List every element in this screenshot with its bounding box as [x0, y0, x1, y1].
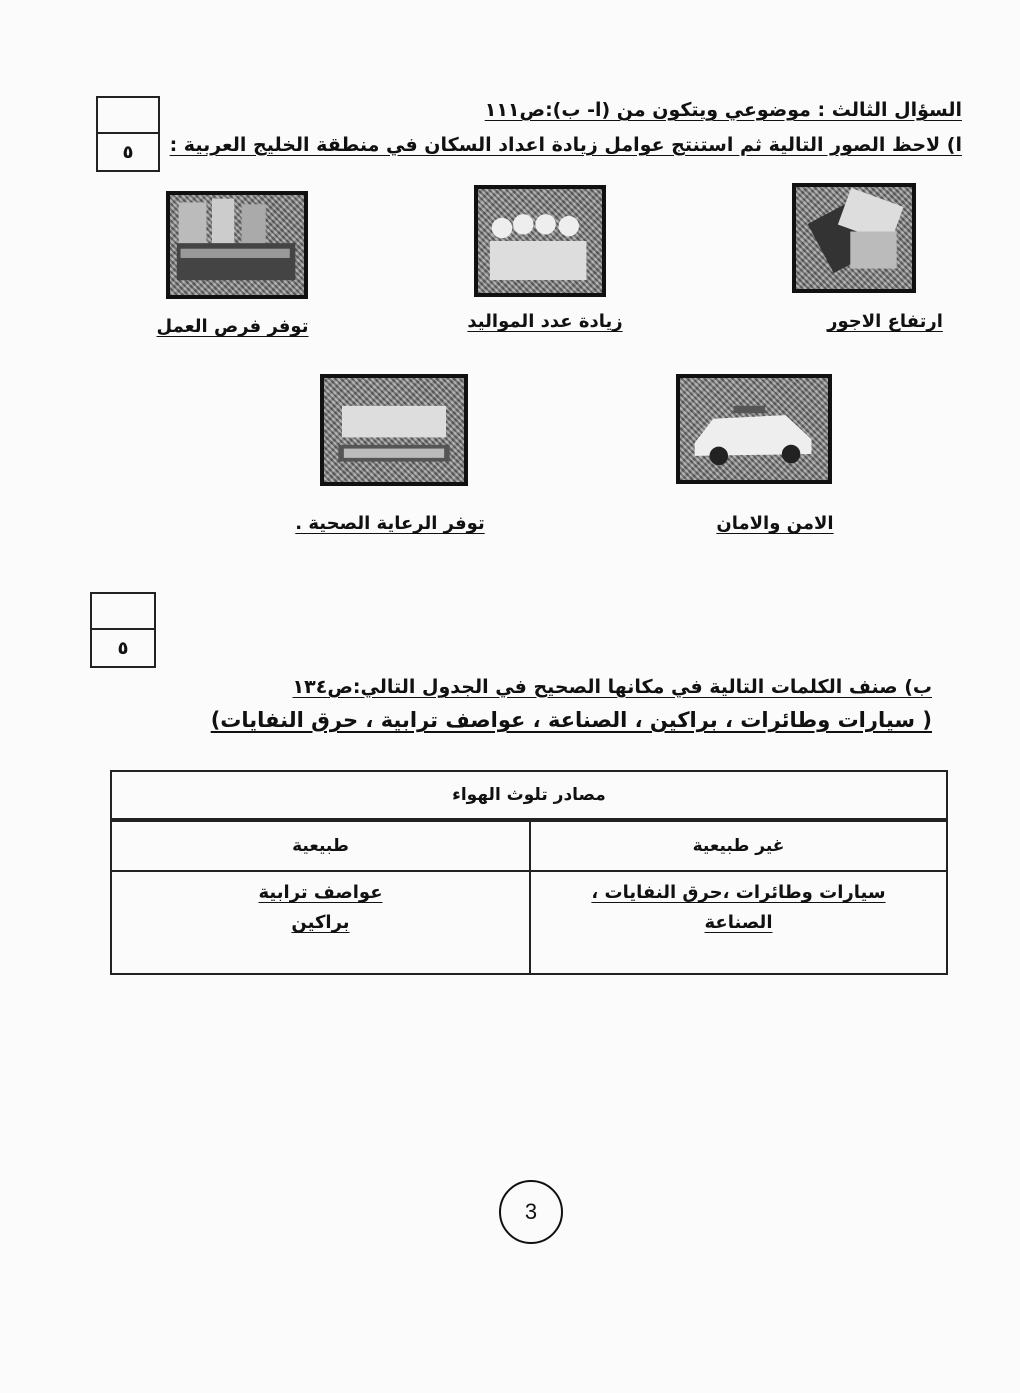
caption-security: الامن والامان [716, 513, 834, 534]
table-header-line [112, 870, 946, 872]
non-natural-line-1: سيارات وطائرات ،حرق النفايات ، [591, 882, 886, 903]
caption-jobs: توفر فرص العمل [156, 316, 309, 337]
caption-wages: ارتفاع الاجور [827, 311, 943, 332]
word-list: ( سيارات وطائرات ، براكين ، الصناعة ، عواصف ترابية ، حرق النفايات) [210, 708, 932, 732]
natural-line-2: براكين [291, 912, 350, 933]
workers-bus-photo [166, 191, 308, 299]
cell-non-natural [531, 878, 946, 938]
score-box-b-value: ٥ [117, 637, 129, 659]
cell-natural [112, 878, 529, 938]
non-natural-line-2: الصناعة [704, 912, 773, 933]
score-box-b [90, 592, 156, 668]
babies-photo [474, 185, 606, 297]
score-box-a-empty [98, 98, 158, 134]
table-title: مصادر تلوث الهواء [112, 772, 946, 820]
page-number: 3 [499, 1180, 563, 1244]
header-non-natural: غير طبيعية [692, 836, 785, 856]
natural-line-1: عواصف ترابية [258, 882, 383, 903]
police-car-photo [676, 374, 832, 484]
classification-table [110, 770, 948, 975]
question-title: السؤال الثالث : موضوعي ويتكون من (ا- ب):ص١١١ [484, 99, 962, 121]
score-box-a [96, 96, 160, 172]
ministry-of-health-photo [320, 374, 468, 486]
instruction-b: ب) صنف الكلمات التالية في مكانها الصحيح في الجدول التالي:ص١٣٤ [292, 676, 932, 698]
header-natural: طبيعية [292, 836, 349, 856]
score-box-b-empty [92, 594, 154, 630]
money-photo [792, 183, 916, 293]
caption-births: زيادة عدد المواليد [467, 311, 623, 332]
score-box-a-value: ٥ [122, 141, 134, 163]
instruction-a: ا) لاحظ الصور التالية ثم استنتج عوامل زيادة اعداد السكان في منطقة الخليج العربية : [169, 134, 962, 156]
caption-healthcare: توفر الرعاية الصحية . [295, 513, 485, 534]
